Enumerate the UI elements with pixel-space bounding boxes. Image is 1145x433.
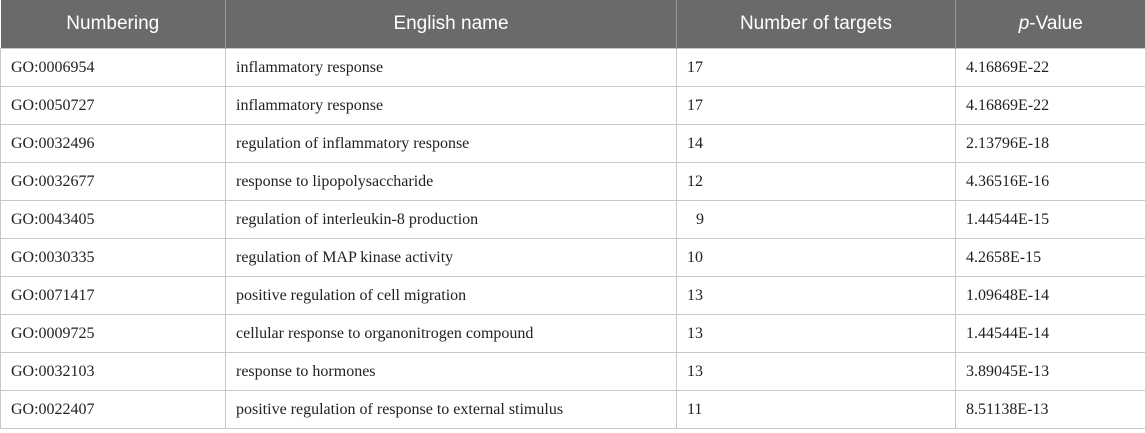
table-row — [1, 87, 1145, 125]
header-number-of-targets: Number of targets — [677, 0, 956, 49]
cell-number-of-targets: 11 — [677, 391, 956, 429]
table-row — [1, 391, 1145, 429]
cell-numbering: GO:0050727 — [1, 87, 226, 125]
cell-number-of-targets: 17 — [677, 49, 956, 87]
cell-english-name: response to hormones — [226, 353, 677, 391]
cell-english-name: cellular response to organonitrogen compound — [226, 315, 677, 353]
cell-english-name: inflammatory response — [226, 49, 677, 87]
cell-numbering: GO:0032677 — [1, 163, 226, 201]
cell-numbering: GO:0032103 — [1, 353, 226, 391]
cell-english-name: regulation of inflammatory response — [226, 125, 677, 163]
cell-numbering: GO:0006954 — [1, 49, 226, 87]
table-row — [1, 201, 1145, 239]
cell-numbering: GO:0043405 — [1, 201, 226, 239]
header-numbering: Numbering — [1, 0, 226, 49]
cell-p-value: 1.44544E-14 — [956, 315, 1145, 353]
cell-english-name: positive regulation of cell migration — [226, 277, 677, 315]
cell-p-value: 4.36516E-16 — [956, 163, 1145, 201]
table-row — [1, 239, 1145, 277]
cell-p-value: 4.2658E-15 — [956, 239, 1145, 277]
cell-english-name: regulation of MAP kinase activity — [226, 239, 677, 277]
table-header — [1, 0, 1145, 49]
cell-english-name: response to lipopolysaccharide — [226, 163, 677, 201]
table-row — [1, 163, 1145, 201]
cell-number-of-targets: 12 — [677, 163, 956, 201]
table-row — [1, 353, 1145, 391]
table-row — [1, 277, 1145, 315]
cell-number-of-targets: 13 — [677, 353, 956, 391]
cell-number-of-targets: 9 — [677, 201, 956, 239]
cell-numbering: GO:0022407 — [1, 391, 226, 429]
cell-number-of-targets: 13 — [677, 277, 956, 315]
header-p-value-rest: -Value — [1029, 13, 1083, 34]
cell-p-value: 4.16869E-22 — [956, 49, 1145, 87]
table-row — [1, 49, 1145, 87]
header-p-value-p: p — [1018, 13, 1030, 34]
table-row — [1, 315, 1145, 353]
cell-p-value: 3.89045E-13 — [956, 353, 1145, 391]
cell-numbering: GO:0009725 — [1, 315, 226, 353]
cell-numbering: GO:0032496 — [1, 125, 226, 163]
cell-number-of-targets: 14 — [677, 125, 956, 163]
cell-p-value: 1.44544E-15 — [956, 201, 1145, 239]
cell-number-of-targets: 10 — [677, 239, 956, 277]
table-body — [1, 49, 1145, 429]
cell-numbering: GO:0071417 — [1, 277, 226, 315]
cell-p-value: 8.51138E-13 — [956, 391, 1145, 429]
header-row — [1, 0, 1145, 49]
header-english-name: English name — [226, 0, 677, 49]
header-p-value — [956, 0, 1145, 49]
cell-english-name: inflammatory response — [226, 87, 677, 125]
cell-english-name: regulation of interleukin-8 production — [226, 201, 677, 239]
cell-english-name: positive regulation of response to external stimulus — [226, 391, 677, 429]
table-row — [1, 125, 1145, 163]
cell-number-of-targets: 13 — [677, 315, 956, 353]
cell-p-value: 1.09648E-14 — [956, 277, 1145, 315]
cell-numbering: GO:0030335 — [1, 239, 226, 277]
cell-p-value: 2.13796E-18 — [956, 125, 1145, 163]
cell-p-value: 4.16869E-22 — [956, 87, 1145, 125]
cell-number-of-targets: 17 — [677, 87, 956, 125]
